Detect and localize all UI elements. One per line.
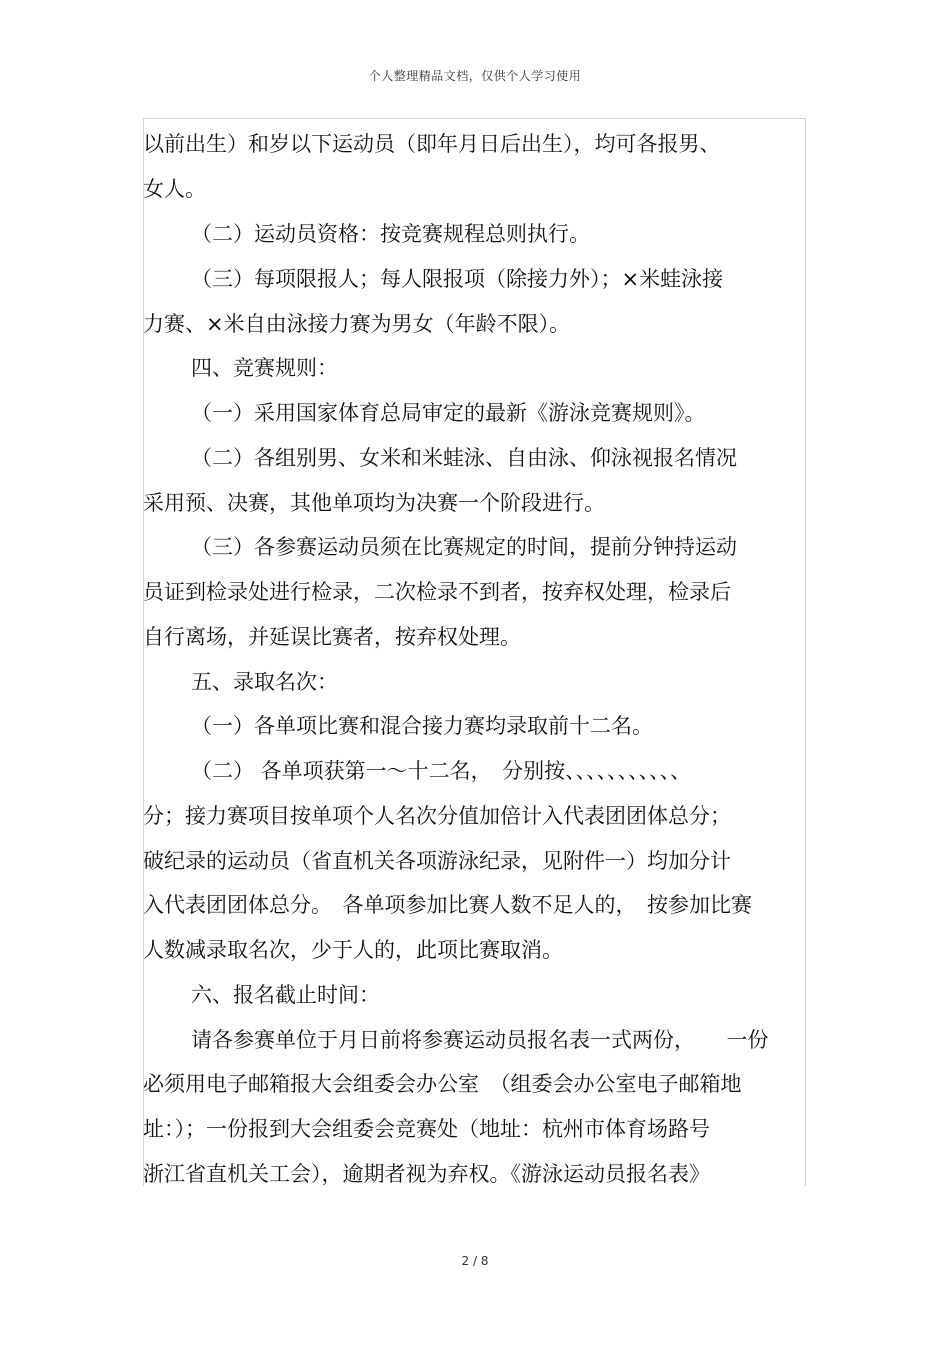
text-line-4: （三）每项限报人；每人限报项（除接力外）；×米蛙泳接 xyxy=(191,267,724,291)
section-heading-6: 六、报名截止时间： xyxy=(191,983,380,1007)
text-line-21: 请各参赛单位于月日前将参赛运动员报名表一式两份， 一份 xyxy=(191,1028,769,1052)
text-line-14: （一）各单项比赛和混合接力赛均录取前十二名。 xyxy=(191,714,653,738)
text-line-12: 自行离场，并延误比赛者，按弃权处理。 xyxy=(143,625,521,649)
page-header: 个人整理精品文档，仅供个人学习使用 xyxy=(368,69,582,83)
text-line-15: （二） 各单项获第一～十二名， 分别按、、、、、、、、、、、 xyxy=(191,759,692,783)
text-line-2: 女人。 xyxy=(143,177,206,201)
text-line-9: 采用预、决赛，其他单项均为决赛一个阶段进行。 xyxy=(143,491,605,515)
text-line-17: 破纪录的运动员（省直机关各项游泳纪录，见附件一）均加分计 xyxy=(143,849,731,873)
section-heading-4: 四、竞赛规则： xyxy=(191,356,338,380)
text-line-1: 以前出生）和岁以下运动员（即年月日后出生），均可各报男、 xyxy=(143,132,721,156)
text-line-16: 分；接力赛项目按单项个人名次分值加倍计入代表团团体总分； xyxy=(143,804,731,828)
text-line-7: （一）采用国家体育总局审定的最新《游泳竞赛规则》。 xyxy=(191,401,706,425)
text-line-19: 人数减录取名次，少于人的，此项比赛取消。 xyxy=(143,938,563,962)
section-heading-5: 五、录取名次： xyxy=(191,670,338,694)
text-line-23: 址：）；一份报到大会组委会竞赛处（地址：杭州市体育场路号 xyxy=(143,1117,710,1141)
text-line-11: 员证到检录处进行检录，二次检录不到者，按弃权处理，检录后 xyxy=(143,580,731,604)
text-line-8: （二）各组别男、女米和米蛙泳、自由泳、仰泳视报名情况 xyxy=(191,446,737,470)
text-line-10: （三）各参赛运动员须在比赛规定的时间，提前分钟持运动 xyxy=(191,535,737,559)
page-number: 2 / 8 xyxy=(461,1254,489,1268)
text-line-18: 入代表团团体总分。 各单项参加比赛人数不足人的， 按参加比赛 xyxy=(143,893,752,917)
text-line-22: 必须用电子邮箱报大会组委会办公室 （组委会办公室电子邮箱地 xyxy=(143,1072,742,1096)
text-line-3: （二）运动员资格：按竞赛规程总则执行。 xyxy=(191,222,590,246)
text-line-5: 力赛、×米自由泳接力赛为男女（年龄不限）。 xyxy=(143,312,571,336)
text-line-24: 浙江省直机关工会），逾期者视为弃权。《游泳运动员报名表》 xyxy=(143,1162,710,1186)
